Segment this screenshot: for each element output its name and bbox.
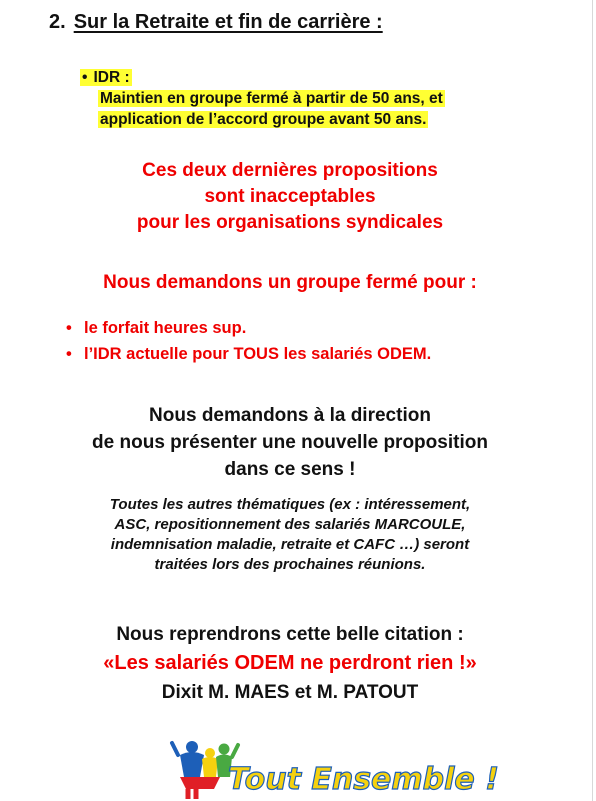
direction-line-2: de nous présenter une nouvelle proposition: [92, 432, 488, 453]
note-line-3: indemnisation maladie, retraite et CAFC …) seront: [110, 536, 470, 553]
tout-ensemble-logo: [170, 737, 499, 799]
section-heading: [49, 11, 383, 34]
quote-block: [0, 620, 580, 707]
quote-text: «Les salariés ODEM ne perdront rien !»: [103, 652, 477, 674]
note-line-2: ASC, repositionnement des salariés MARCOULE,: [114, 516, 466, 533]
demand-list: [66, 315, 431, 367]
bullet-icon: •: [66, 319, 72, 337]
bullet-icon: •: [82, 69, 88, 86]
statement-line-2: sont inacceptables: [204, 186, 376, 207]
statement-line-3: pour les organisations syndicales: [136, 212, 444, 233]
statement-line-1: Ces deux dernières propositions: [142, 160, 438, 181]
quote-intro: Nous reprendrons cette belle citation :: [116, 624, 464, 645]
idr-line-1: Maintien en groupe fermé à partir de 50 ans, et: [100, 90, 443, 107]
idr-label: IDR :: [93, 69, 130, 86]
section-title: Sur la Retraite et fin de carrière :: [73, 11, 383, 33]
section-number: 2.: [49, 11, 66, 33]
logo-text: Tout Ensemble !: [228, 762, 499, 797]
demand-heading: Nous demandons un groupe fermé pour :: [103, 272, 477, 293]
idr-label-line: [80, 67, 445, 88]
direction-line-3: dans ce sens !: [224, 459, 356, 480]
other-topics-note: [0, 495, 580, 575]
idr-bullet-block: [80, 67, 445, 130]
direction-line-1: Nous demandons à la direction: [149, 405, 431, 426]
direction-request: [0, 402, 580, 483]
note-line-4: traitées lors des prochaines réunions.: [154, 556, 426, 573]
quote-attribution: Dixit M. MAES et M. PATOUT: [161, 682, 419, 703]
page-border: [592, 0, 593, 801]
list-item: • le forfait heures sup.: [66, 315, 431, 341]
list-item: • l’IDR actuelle pour TOUS les salariés ODEM.: [66, 341, 431, 367]
note-line-1: Toutes les autres thématiques (ex : intéressement,: [109, 496, 471, 513]
idr-line-2: application de l’accord groupe avant 50 ans.: [100, 111, 427, 128]
bullet-icon: •: [66, 345, 72, 363]
unacceptable-statement: [0, 158, 580, 236]
